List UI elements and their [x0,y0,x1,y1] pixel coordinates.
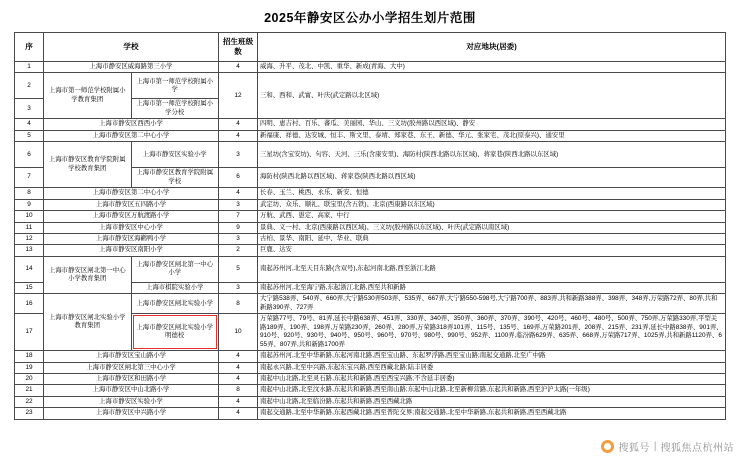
table-row [15,233,726,244]
table-row [15,142,726,168]
table-row [15,62,726,73]
row-group: 上海市第一师范学校附属小学教育集团 [44,73,132,119]
row-group: 上海市静安区闸北实验小学教育集团 [44,294,132,351]
table-row [15,256,726,282]
row-school: 上海市静安区实验小学 [44,396,219,407]
row-area: 三和、西和、武甯、叶庆(武定路以北区域) [258,73,726,119]
sohu-logo-icon [601,440,614,453]
row-area: 南起苏州河,北至中华新路,东起河南北路,西至宝山路、东起罗浮路,西至宝山路;南起交通路,北至广中路 [258,351,726,362]
row-school: 上海市静安区闸北实验小学 [131,294,219,314]
row-index: 9 [15,199,44,210]
header-classes: 招生班级数 [219,33,258,62]
row-index: 17 [15,314,44,351]
table-row [15,119,726,130]
row-area: 南起永兴路,北至中兴路,东起东宝兴路,西至西藏北路;陆丰居委 [258,362,726,373]
row-classes: 8 [219,294,258,314]
table-row [15,408,726,419]
row-school: 上海市静安区万航渡路小学 [44,211,219,222]
row-area: 古柏、景华、南阳、延中、华业、联典 [258,233,726,244]
row-index: 18 [15,351,44,362]
row-classes: 4 [219,396,258,407]
row-school: 上海市静安区教育学院附属学校 [131,168,219,188]
table-row [15,396,726,407]
row-classes: 4 [219,351,258,362]
table-row [15,130,726,141]
row-classes: 12 [219,73,258,119]
row-classes: 8 [219,385,258,396]
table-row [15,351,726,362]
row-classes: 2 [219,245,258,256]
table-row [15,73,726,99]
row-classes: 4 [219,408,258,419]
row-index: 2 [15,73,44,99]
row-school: 上海市静安区宝山路小学 [44,351,219,362]
row-school: 上海市静安区西西小学 [44,119,219,130]
row-area: 万航、武西、愚定、高家、中行 [258,211,726,222]
row-classes: 4 [219,119,258,130]
row-classes: 3 [219,233,258,244]
row-area: 大宁路538弄、540弄、660弄,大宁路530弄503弄、535弄、667弄,大宁路550-598号,大宁路700弄、883弄,共和新路388弄、398弄、348弄,万荣路72弄、80弄,共和新路390弄、727弄 [258,294,726,314]
table-row [15,188,726,199]
row-school: 上海市静安区海鹳鸭小学 [44,233,219,244]
row-classes: 6 [219,168,258,188]
header-area: 对应地块(居委) [258,33,726,62]
row-school: 上海市棋院实验小学 [131,282,219,293]
table-header-row [15,33,726,62]
row-index: 12 [15,233,44,244]
watermark-text: 搜狐号 [618,443,650,454]
row-area: 武定坊、众乐、顺礼、联宝里(含五铁)、北京(西康路以东区域) [258,199,726,210]
row-classes: 4 [219,362,258,373]
row-school: 上海市静安区第二中心小学 [44,130,219,141]
row-classes: 4 [219,62,258,73]
row-area: 万荣路77号、79号、81弄,延长中路638弄、451弄、330弄、340弄、350弄、360弄、370弄、390号、420号、460号、480号、500弄、750弄,万荣路330弄,平型关路189弄、190弄、198弄,万荣路230弄、260弄、280弄,万荣路318弄101弄、115号、135号、169弄,万荣路201弄、208弄、215弄、231弄,延长中路838弄、901弄、910号、920号、930号、940号、950号、960号、970号、980号、990号、952弄、1100弄,临汾路629弄、635弄、668弄,万荣路717弄、1025弄,共和新路1120弄、655弄、807弄,共和新路1700弄 [258,314,726,351]
table-row [15,199,726,210]
row-index: 11 [15,222,44,233]
row-index: 16 [15,294,44,314]
row-classes: 4 [219,373,258,384]
table-row [15,211,726,222]
row-school: 上海市静安区闸北第一中心小学 [131,256,219,282]
row-school: 上海市静安区实验小学 [131,142,219,168]
row-index: 15 [15,282,44,293]
row-school: 上海市静安区闸北第三中心小学 [44,362,219,373]
row-area: 南起中山北路,北至临汾路,东起共和新路,西至西藏北路 [258,396,726,407]
row-index: 23 [15,408,44,419]
row-area: 长春、玉兰、桃西、永乐、新安、恒德 [258,188,726,199]
row-school [131,314,219,351]
row-school: 上海市第一师范学校附属小学 [131,73,219,99]
row-index: 3 [15,99,44,119]
row-school: 上海市静安区和田路小学 [44,373,219,384]
header-index: 序 [15,33,44,62]
row-index: 10 [15,211,44,222]
table-body [15,62,726,420]
row-index: 21 [15,385,44,396]
table-row [15,373,726,384]
row-area: 三星坊(含宝安坊)、句容、天河、三乐(含康安里)、海防村(陕西北路以东区域)、蒋家巷(陕西北路以东区域) [258,142,726,168]
row-index: 13 [15,245,44,256]
row-area: 巨鹿、达安 [258,245,726,256]
row-school: 上海市静安区中山北路小学 [44,385,219,396]
row-index: 4 [15,119,44,130]
row-area: 威海、升平、茂北、中凯、重华、新成(青海、大中) [258,62,726,73]
row-school-label: 上海市静安区闸北实验小学明德校 [136,323,214,340]
row-index: 5 [15,130,44,141]
row-area: 新福康、祥德、达安城、恒丰、斯文里、泰靖、郑家巷、东王、新德、华元、张家宅、茂北(原泰兴)、通安里 [258,130,726,141]
row-group: 上海市静安区教育学院附属学校教育集团 [44,142,132,188]
row-index: 6 [15,142,44,168]
row-index: 19 [15,362,44,373]
admission-zone-table [14,32,726,420]
row-classes: 3 [219,282,258,293]
row-index: 7 [15,168,44,188]
row-classes: 7 [219,211,258,222]
row-classes: 5 [219,256,258,282]
row-school: 上海市静安区五四路小学 [44,199,219,210]
watermark-separator: | [653,441,657,452]
row-school: 上海市静安区威海路第三小学 [44,62,219,73]
row-school: 上海市静安区中心小学 [44,222,219,233]
row-school: 上海市静安区第二中心小学 [44,188,219,199]
row-school: 上海市第一师范学校附属小学分校 [131,99,219,119]
row-area: 海防村(陕西北路以西区域)、蒋家巷(陕西北路以西区域) [258,168,726,188]
row-area: 南起中山北路,北至汶水路,东起共和新路,西至南山路;东起中山北路,北至新柳营路,东起共和新路,西至沪沪太路(一年级) [258,385,726,396]
row-index: 8 [15,188,44,199]
row-group: 上海市静安区闸北第一中心小学教育集团 [44,256,132,293]
row-area: 南起中山北路,北至灵石路,东起共和新路,西至西宝兴路;不含延丰居委) [258,373,726,384]
row-classes: 4 [219,188,258,199]
row-index: 1 [15,62,44,73]
row-area: 四明、恵吉村、百乐、蕃瓜、美丽园、华山、三义坊(胶州路以西区域)、静安 [258,119,726,130]
row-classes: 3 [219,199,258,210]
table-row [15,294,726,314]
row-area: 南起苏州河,北至天目东路(含双号),东起河南北路,西至浙江北路 [258,256,726,282]
row-area: 南起交通路,北至中华新路,东起西藏北路,西至普陀交界;南起交通路,北至中华新路,东起共和新路,西至西藏北路 [258,408,726,419]
row-classes: 3 [219,142,258,168]
row-index: 22 [15,396,44,407]
table-row [15,362,726,373]
watermark [601,439,734,454]
watermark-text-secondary: 搜狐焦点杭州站 [660,443,734,454]
table-header [15,33,726,62]
table-row [15,385,726,396]
row-school: 上海市静安区中兴路小学 [44,408,219,419]
page-title: 2025年静安区公办小学招生划片范围 [264,11,476,25]
table-row [15,222,726,233]
row-classes: 10 [219,314,258,351]
row-school: 上海市静安区南阳小学 [44,245,219,256]
row-index: 20 [15,373,44,384]
header-school: 学校 [44,33,219,62]
row-area: 南起苏州河,北至海宁路,东起浙江北路,西至共和新路 [258,282,726,293]
row-classes: 4 [219,130,258,141]
table-row [15,245,726,256]
row-area: 景典、义一村、北京(西康路以西区域)、三义坊(胶州路以东区域)、叶庆(武定路以南区域) [258,222,726,233]
row-index: 14 [15,256,44,282]
row-classes: 9 [219,222,258,233]
